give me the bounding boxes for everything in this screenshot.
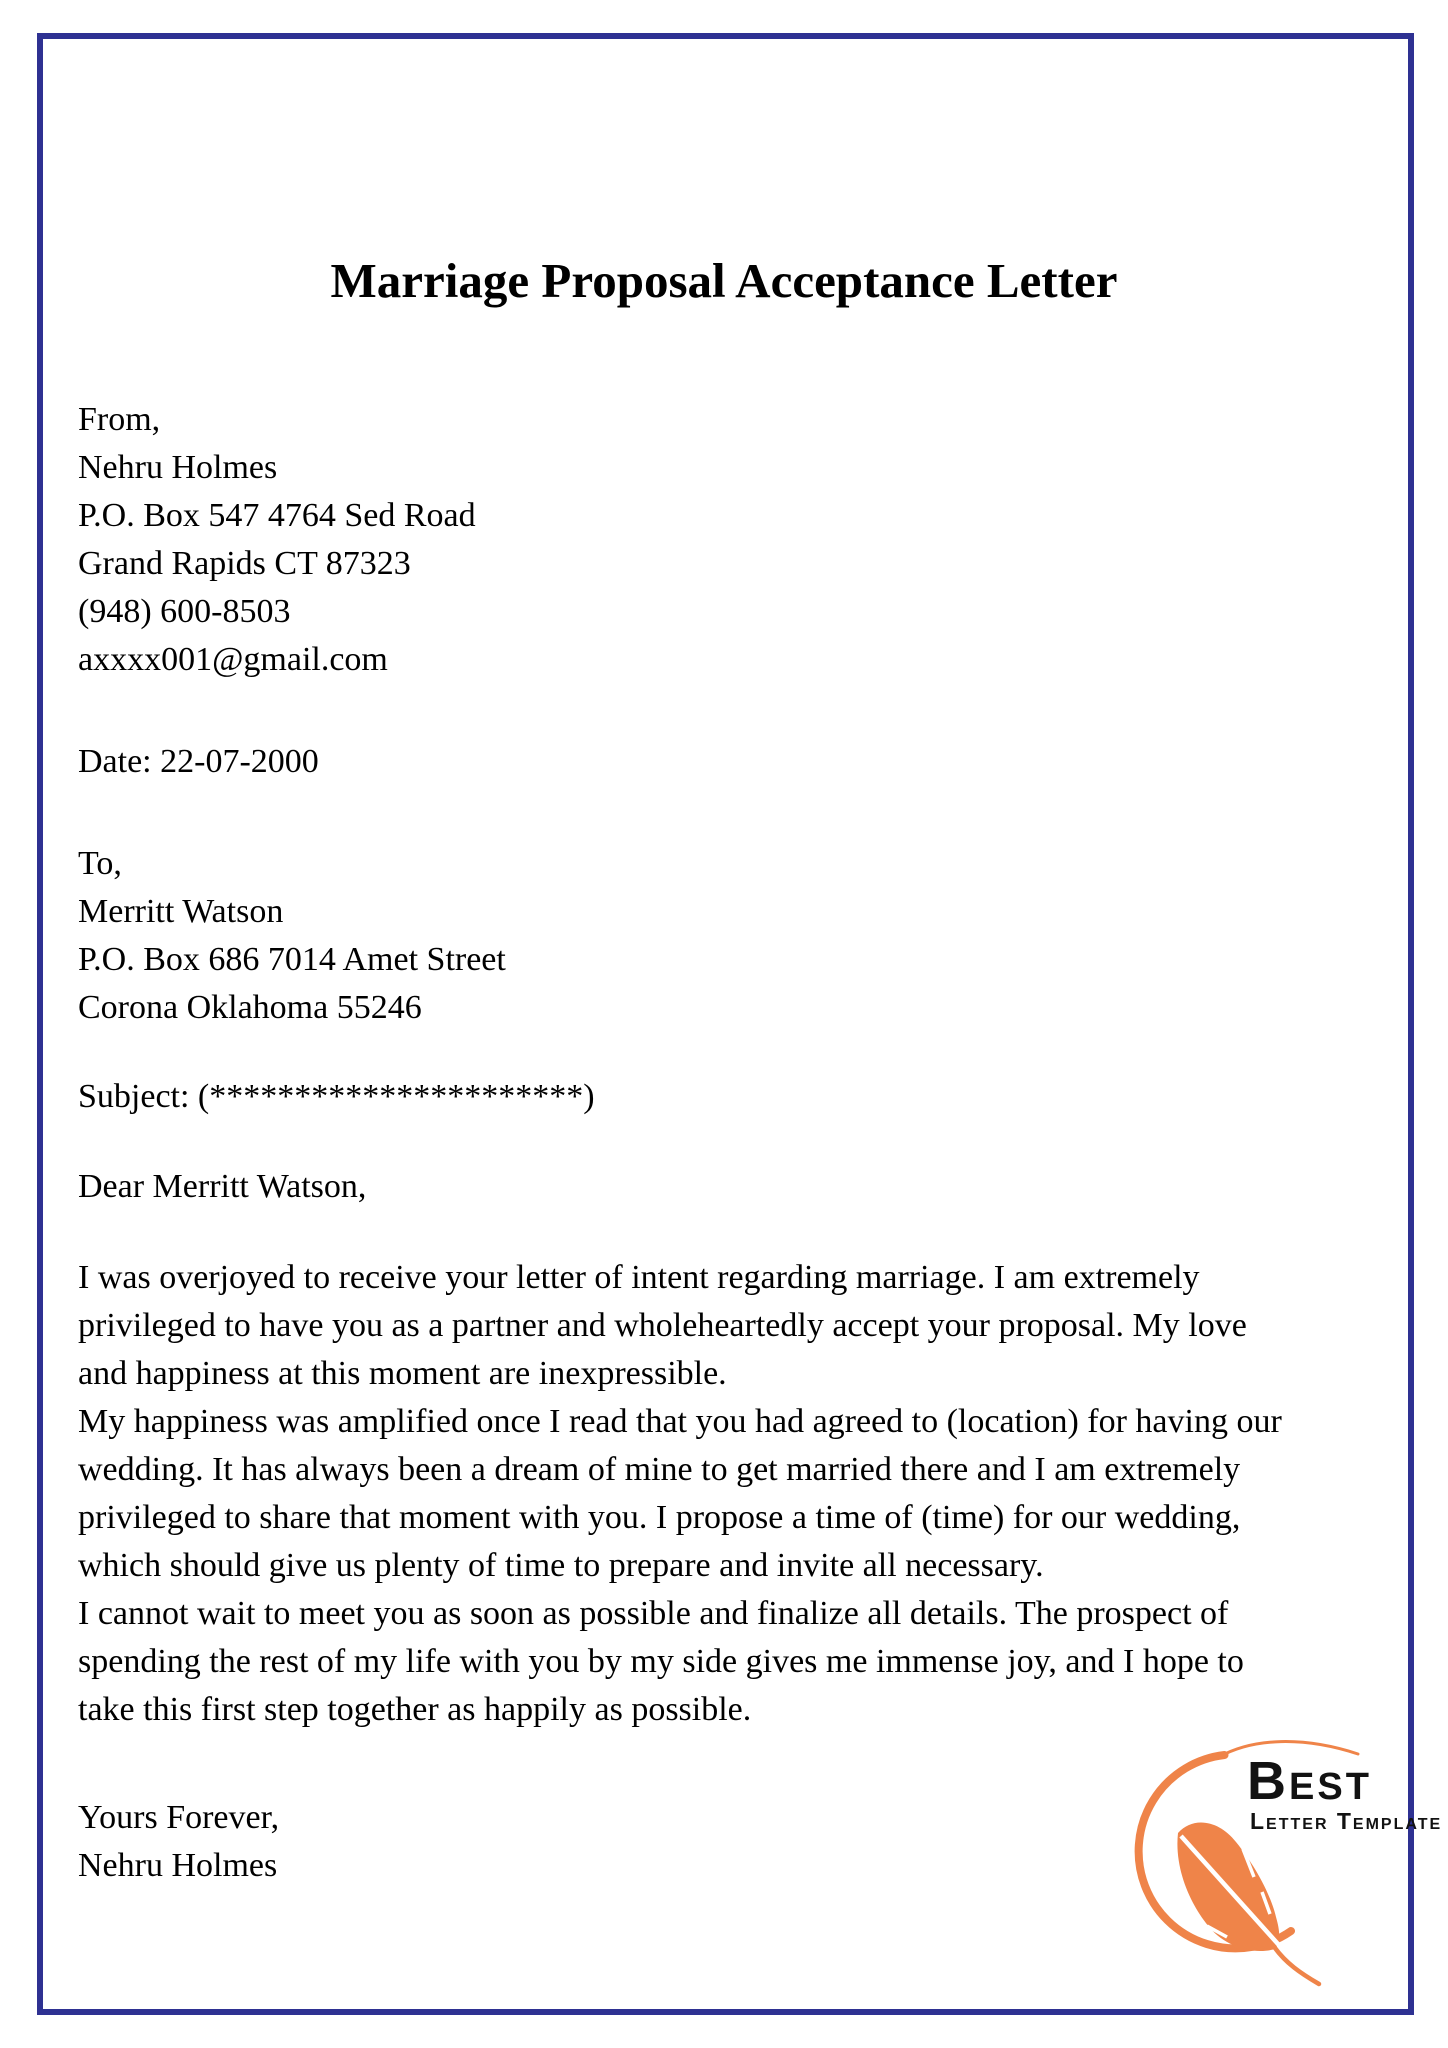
text-line: Yours Forever,: [78, 1799, 280, 1836]
text-line: To,: [78, 845, 122, 882]
text-line: P.O. Box 547 4764 Sed Road: [78, 497, 476, 534]
text-line: take this first step together as happily as possible.: [78, 1691, 752, 1728]
text-line: and happiness at this moment are inexpressible.: [78, 1355, 727, 1392]
text-line: I was overjoyed to receive your letter of intent regarding marriage. I am extremely: [78, 1259, 1200, 1296]
brand-name: Best: [1247, 1751, 1372, 1811]
text-line: (948) 600-8503: [78, 593, 291, 630]
text-line: privileged to share that moment with you. I propose a time of (time) for our wedding,: [78, 1499, 1241, 1536]
text-line: which should give us plenty of time to prepare and invite all necessary.: [78, 1547, 1044, 1584]
text-line: Grand Rapids CT 87323: [78, 545, 411, 582]
letter-title: Marriage Proposal Acceptance Letter: [330, 253, 1118, 308]
text-line: spending the rest of my life with you by my side gives me immense joy, and I hope to: [78, 1643, 1244, 1680]
text-line: Merritt Watson: [78, 893, 284, 930]
text-line: Corona Oklahoma 55246: [78, 989, 422, 1026]
subject-line: Subject: (**********************): [78, 1078, 595, 1115]
text-line: privileged to have you as a partner and wholeheartedly accept your proposal. My love: [78, 1307, 1247, 1344]
date-line: Date: 22-07-2000: [78, 743, 319, 780]
sender-block: [78, 396, 1390, 684]
text-line: I cannot wait to meet you as soon as possible and finalize all details. The prospect of: [78, 1595, 1229, 1632]
recipient-block: [78, 840, 1390, 1032]
text-line: My happiness was amplified once I read that you had agreed to (location) for having our: [78, 1403, 1282, 1440]
text-line: Nehru Holmes: [78, 1847, 278, 1884]
text-line: axxxx001@gmail.com: [78, 641, 388, 678]
text-line: wedding. It has always been a dream of mine to get married there and I am extremely: [78, 1451, 1241, 1488]
salutation: Dear Merritt Watson,: [78, 1168, 367, 1205]
body-paragraphs: [78, 1254, 1390, 1734]
text-line: Nehru Holmes: [78, 449, 278, 486]
brand-logo: [1123, 1730, 1443, 2002]
text-line: P.O. Box 686 7014 Amet Street: [78, 941, 506, 978]
brand-tagline: Letter Template: [1250, 1808, 1443, 1834]
text-line: From,: [78, 401, 161, 438]
